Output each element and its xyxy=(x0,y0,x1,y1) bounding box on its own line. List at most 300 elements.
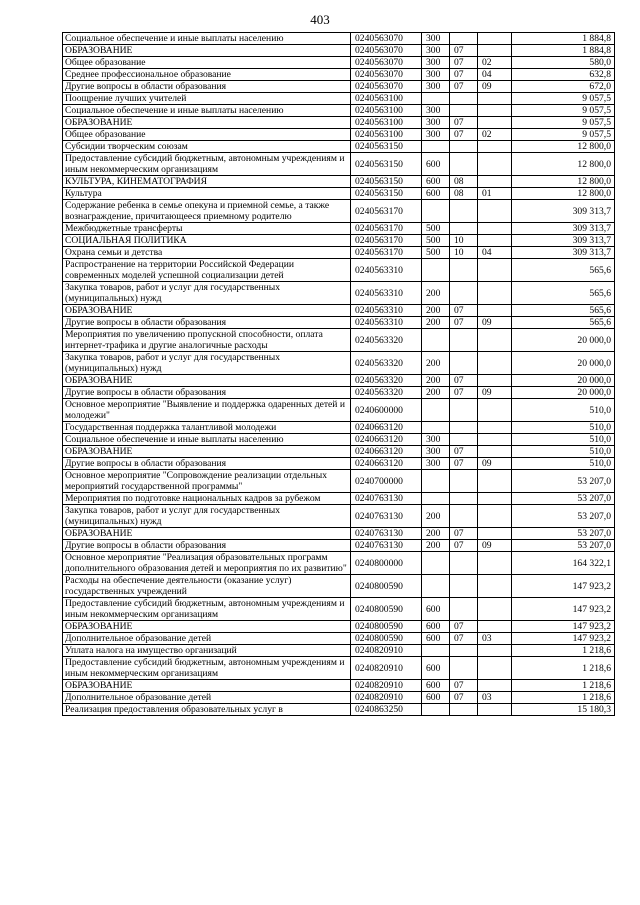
row-section: 07 xyxy=(450,305,478,317)
row-amount: 1 218,6 xyxy=(512,657,615,680)
row-expense-type: 200 xyxy=(422,317,450,329)
row-name: Мероприятия по подготовке национальных кадров за рубежом xyxy=(63,493,351,505)
row-subsection xyxy=(478,657,512,680)
row-section xyxy=(450,223,478,235)
table-row xyxy=(63,69,615,81)
row-subsection xyxy=(478,493,512,505)
row-section: 07 xyxy=(450,633,478,645)
row-name: Предоставление субсидий бюджетным, автономным учреждениям и иным некоммерческим организациям xyxy=(63,598,351,621)
row-amount: 9 057,5 xyxy=(512,93,615,105)
row-name: ОБРАЗОВАНИЕ xyxy=(63,528,351,540)
row-code: 0240820910 xyxy=(351,680,422,692)
table-row xyxy=(63,141,615,153)
row-expense-type: 300 xyxy=(422,45,450,57)
row-name: ОБРАЗОВАНИЕ xyxy=(63,375,351,387)
row-name: Другие вопросы в области образования xyxy=(63,317,351,329)
row-subsection xyxy=(478,235,512,247)
row-code: 0240663120 xyxy=(351,446,422,458)
row-amount: 580,0 xyxy=(512,57,615,69)
table-row xyxy=(63,247,615,259)
row-amount: 53 207,0 xyxy=(512,540,615,552)
row-subsection xyxy=(478,399,512,422)
row-name: Другие вопросы в области образования xyxy=(63,387,351,399)
row-expense-type xyxy=(422,399,450,422)
row-amount: 12 800,0 xyxy=(512,188,615,200)
table-row xyxy=(63,317,615,329)
table-row xyxy=(63,704,615,716)
row-code: 0240763130 xyxy=(351,528,422,540)
row-subsection xyxy=(478,33,512,45)
row-subsection xyxy=(478,434,512,446)
row-expense-type: 300 xyxy=(422,69,450,81)
row-name: Общее образование xyxy=(63,57,351,69)
row-amount: 12 800,0 xyxy=(512,176,615,188)
row-name: Общее образование xyxy=(63,129,351,141)
row-code: 0240563150 xyxy=(351,153,422,176)
row-expense-type xyxy=(422,93,450,105)
row-amount: 12 800,0 xyxy=(512,153,615,176)
row-subsection xyxy=(478,282,512,305)
row-subsection xyxy=(478,552,512,575)
row-section: 07 xyxy=(450,528,478,540)
row-code: 0240563150 xyxy=(351,176,422,188)
row-amount: 12 800,0 xyxy=(512,141,615,153)
row-name: СОЦИАЛЬНАЯ ПОЛИТИКА xyxy=(63,235,351,247)
table-row xyxy=(63,105,615,117)
row-amount: 1 884,8 xyxy=(512,33,615,45)
row-code: 0240763130 xyxy=(351,493,422,505)
table-row xyxy=(63,621,615,633)
row-amount: 9 057,5 xyxy=(512,117,615,129)
table-row xyxy=(63,528,615,540)
row-code: 0240563070 xyxy=(351,57,422,69)
row-subsection xyxy=(478,446,512,458)
row-subsection: 01 xyxy=(478,188,512,200)
row-amount: 309 313,7 xyxy=(512,200,615,223)
row-subsection xyxy=(478,645,512,657)
row-code: 0240563170 xyxy=(351,223,422,235)
row-section xyxy=(450,399,478,422)
row-section: 07 xyxy=(450,680,478,692)
row-section xyxy=(450,329,478,352)
row-name: Основное мероприятие "Реализация образовательных программ дополнительного образования детей и мероприятия по их развитию" xyxy=(63,552,351,575)
row-code: 0240563070 xyxy=(351,45,422,57)
table-row xyxy=(63,552,615,575)
row-name: Среднее профессиональное образование xyxy=(63,69,351,81)
row-amount: 15 180,3 xyxy=(512,704,615,716)
row-name: Закупка товаров, работ и услуг для государственных (муниципальных) нужд xyxy=(63,282,351,305)
row-expense-type xyxy=(422,200,450,223)
row-amount: 510,0 xyxy=(512,458,615,470)
row-code: 0240800590 xyxy=(351,598,422,621)
row-subsection: 09 xyxy=(478,387,512,399)
row-subsection xyxy=(478,200,512,223)
table-row xyxy=(63,680,615,692)
table-row xyxy=(63,645,615,657)
row-section xyxy=(450,575,478,598)
row-section: 10 xyxy=(450,247,478,259)
row-name: Социальное обеспечение и иные выплаты населению xyxy=(63,434,351,446)
row-amount: 53 207,0 xyxy=(512,505,615,528)
row-amount: 565,6 xyxy=(512,259,615,282)
row-expense-type: 200 xyxy=(422,540,450,552)
row-section xyxy=(450,141,478,153)
table-row xyxy=(63,470,615,493)
row-expense-type xyxy=(422,645,450,657)
row-section: 07 xyxy=(450,117,478,129)
table-row xyxy=(63,493,615,505)
row-code: 0240800590 xyxy=(351,621,422,633)
row-section xyxy=(450,645,478,657)
table-row xyxy=(63,329,615,352)
row-subsection xyxy=(478,470,512,493)
row-name: Содержание ребенка в семье опекуна и приемной семье, а также вознаграждение, причитающееся приемному родителю xyxy=(63,200,351,223)
row-amount: 147 923,2 xyxy=(512,575,615,598)
row-section xyxy=(450,470,478,493)
row-expense-type xyxy=(422,575,450,598)
row-subsection xyxy=(478,259,512,282)
row-amount: 9 057,5 xyxy=(512,105,615,117)
table-row xyxy=(63,200,615,223)
table-row xyxy=(63,305,615,317)
row-expense-type xyxy=(422,552,450,575)
row-expense-type: 300 xyxy=(422,434,450,446)
row-section xyxy=(450,259,478,282)
row-name: Распространение на территории Российской Федерации современных моделей успешной социализации детей xyxy=(63,259,351,282)
row-section xyxy=(450,105,478,117)
row-amount: 147 923,2 xyxy=(512,633,615,645)
row-code: 0240563150 xyxy=(351,188,422,200)
row-expense-type: 300 xyxy=(422,105,450,117)
table-row xyxy=(63,422,615,434)
row-code: 0240563320 xyxy=(351,387,422,399)
row-code: 0240820910 xyxy=(351,645,422,657)
row-subsection xyxy=(478,352,512,375)
row-section xyxy=(450,93,478,105)
row-code: 0240600000 xyxy=(351,399,422,422)
row-expense-type: 500 xyxy=(422,223,450,235)
row-section: 07 xyxy=(450,45,478,57)
row-name: Поощрение лучших учителей xyxy=(63,93,351,105)
row-expense-type: 300 xyxy=(422,117,450,129)
table-row xyxy=(63,45,615,57)
row-expense-type: 600 xyxy=(422,657,450,680)
table-row xyxy=(63,575,615,598)
row-subsection xyxy=(478,375,512,387)
row-section: 08 xyxy=(450,188,478,200)
table-row xyxy=(63,223,615,235)
row-section: 07 xyxy=(450,446,478,458)
table-row xyxy=(63,259,615,282)
row-section: 07 xyxy=(450,692,478,704)
table-row xyxy=(63,235,615,247)
row-code: 0240563170 xyxy=(351,247,422,259)
row-name: Социальное обеспечение и иные выплаты населению xyxy=(63,33,351,45)
row-section: 07 xyxy=(450,621,478,633)
table-row xyxy=(63,117,615,129)
row-name: ОБРАЗОВАНИЕ xyxy=(63,621,351,633)
row-code: 0240563070 xyxy=(351,81,422,93)
table-row xyxy=(63,458,615,470)
row-section: 07 xyxy=(450,129,478,141)
table-row xyxy=(63,692,615,704)
row-subsection xyxy=(478,621,512,633)
row-amount: 1 884,8 xyxy=(512,45,615,57)
row-code: 0240563310 xyxy=(351,282,422,305)
row-amount: 9 057,5 xyxy=(512,129,615,141)
table-row xyxy=(63,153,615,176)
row-amount: 53 207,0 xyxy=(512,470,615,493)
row-code: 0240820910 xyxy=(351,692,422,704)
row-name: Основное мероприятие "Выявление и поддержка одаренных детей и молодежи" xyxy=(63,399,351,422)
row-name: Другие вопросы в области образования xyxy=(63,540,351,552)
row-subsection xyxy=(478,528,512,540)
row-name: Дополнительное образование детей xyxy=(63,692,351,704)
row-expense-type: 300 xyxy=(422,129,450,141)
row-subsection: 02 xyxy=(478,129,512,141)
row-section: 07 xyxy=(450,81,478,93)
row-code: 0240863250 xyxy=(351,704,422,716)
table-row xyxy=(63,446,615,458)
row-code: 0240563070 xyxy=(351,33,422,45)
row-amount: 20 000,0 xyxy=(512,352,615,375)
row-subsection xyxy=(478,45,512,57)
row-expense-type: 500 xyxy=(422,235,450,247)
row-amount: 1 218,6 xyxy=(512,692,615,704)
row-amount: 565,6 xyxy=(512,305,615,317)
row-name: Охрана семьи и детства xyxy=(63,247,351,259)
row-amount: 565,6 xyxy=(512,282,615,305)
row-expense-type: 200 xyxy=(422,528,450,540)
row-name: Государственная поддержка талантливой молодежи xyxy=(63,422,351,434)
row-subsection: 09 xyxy=(478,458,512,470)
row-amount: 565,6 xyxy=(512,317,615,329)
table-row xyxy=(63,399,615,422)
row-subsection xyxy=(478,153,512,176)
row-code: 0240663120 xyxy=(351,422,422,434)
row-subsection xyxy=(478,505,512,528)
row-code: 0240800590 xyxy=(351,633,422,645)
row-name: Социальное обеспечение и иные выплаты населению xyxy=(63,105,351,117)
table-row xyxy=(63,657,615,680)
row-expense-type: 200 xyxy=(422,352,450,375)
table-row xyxy=(63,33,615,45)
row-expense-type xyxy=(422,493,450,505)
row-section xyxy=(450,505,478,528)
row-section: 07 xyxy=(450,317,478,329)
row-name: Закупка товаров, работ и услуг для государственных (муниципальных) нужд xyxy=(63,505,351,528)
row-subsection xyxy=(478,93,512,105)
row-code: 0240563100 xyxy=(351,129,422,141)
row-amount: 309 313,7 xyxy=(512,223,615,235)
row-amount: 510,0 xyxy=(512,446,615,458)
page-number: 403 xyxy=(310,12,330,27)
row-name: Субсидии творческим союзам xyxy=(63,141,351,153)
table-row xyxy=(63,434,615,446)
row-expense-type: 600 xyxy=(422,621,450,633)
row-section xyxy=(450,598,478,621)
row-section: 07 xyxy=(450,458,478,470)
row-code: 0240800590 xyxy=(351,575,422,598)
row-expense-type xyxy=(422,422,450,434)
table-row xyxy=(63,57,615,69)
row-section: 07 xyxy=(450,69,478,81)
row-subsection xyxy=(478,329,512,352)
row-code: 0240563100 xyxy=(351,93,422,105)
row-code: 0240563150 xyxy=(351,141,422,153)
row-code: 0240563310 xyxy=(351,259,422,282)
row-name: ОБРАЗОВАНИЕ xyxy=(63,446,351,458)
row-subsection xyxy=(478,422,512,434)
row-subsection: 09 xyxy=(478,540,512,552)
row-expense-type xyxy=(422,470,450,493)
row-section xyxy=(450,422,478,434)
row-subsection: 04 xyxy=(478,69,512,81)
row-code: 0240820910 xyxy=(351,657,422,680)
row-section xyxy=(450,434,478,446)
row-subsection: 02 xyxy=(478,57,512,69)
row-section xyxy=(450,704,478,716)
row-section: 07 xyxy=(450,375,478,387)
row-subsection xyxy=(478,680,512,692)
row-expense-type: 200 xyxy=(422,387,450,399)
row-expense-type: 500 xyxy=(422,247,450,259)
row-expense-type: 600 xyxy=(422,176,450,188)
row-amount: 510,0 xyxy=(512,434,615,446)
row-amount: 309 313,7 xyxy=(512,235,615,247)
row-expense-type: 600 xyxy=(422,598,450,621)
table-row xyxy=(63,387,615,399)
row-subsection xyxy=(478,305,512,317)
row-code: 0240563310 xyxy=(351,305,422,317)
row-subsection: 04 xyxy=(478,247,512,259)
table-row xyxy=(63,81,615,93)
row-expense-type: 600 xyxy=(422,680,450,692)
row-name: Дополнительное образование детей xyxy=(63,633,351,645)
row-code: 0240663120 xyxy=(351,434,422,446)
row-name: Предоставление субсидий бюджетным, автономным учреждениям и иным некоммерческим организациям xyxy=(63,153,351,176)
row-name: Реализация предоставления образовательных услуг в xyxy=(63,704,351,716)
row-name: Уплата налога на имущество организаций xyxy=(63,645,351,657)
row-name: Другие вопросы в области образования xyxy=(63,81,351,93)
row-section xyxy=(450,552,478,575)
row-amount: 164 322,1 xyxy=(512,552,615,575)
row-name: ОБРАЗОВАНИЕ xyxy=(63,45,351,57)
row-expense-type xyxy=(422,259,450,282)
table-row xyxy=(63,505,615,528)
table-row xyxy=(63,540,615,552)
row-name: Мероприятия по увеличению пропускной способности, оплата интернет-трафика и другие аналогичные расходы xyxy=(63,329,351,352)
row-code: 0240700000 xyxy=(351,470,422,493)
row-expense-type: 600 xyxy=(422,188,450,200)
row-code: 0240563320 xyxy=(351,329,422,352)
row-name: Основное мероприятие "Сопровождение реализации отдельных мероприятий государственной программы" xyxy=(63,470,351,493)
row-expense-type: 200 xyxy=(422,305,450,317)
row-expense-type xyxy=(422,329,450,352)
row-section xyxy=(450,352,478,375)
row-name: Предоставление субсидий бюджетным, автономным учреждениям и иным некоммерческим организациям xyxy=(63,657,351,680)
row-subsection xyxy=(478,704,512,716)
table-row xyxy=(63,352,615,375)
row-section xyxy=(450,33,478,45)
table-row xyxy=(63,93,615,105)
table-row xyxy=(63,375,615,387)
row-name: ОБРАЗОВАНИЕ xyxy=(63,305,351,317)
row-amount: 147 923,2 xyxy=(512,621,615,633)
row-section xyxy=(450,657,478,680)
row-subsection: 09 xyxy=(478,81,512,93)
row-code: 0240563100 xyxy=(351,117,422,129)
row-section xyxy=(450,153,478,176)
row-section xyxy=(450,200,478,223)
table-row xyxy=(63,633,615,645)
row-name: Другие вопросы в области образования xyxy=(63,458,351,470)
row-section: 07 xyxy=(450,387,478,399)
row-expense-type: 600 xyxy=(422,153,450,176)
row-code: 0240563320 xyxy=(351,375,422,387)
budget-table xyxy=(62,32,615,716)
row-subsection xyxy=(478,575,512,598)
row-code: 0240563170 xyxy=(351,200,422,223)
row-section xyxy=(450,282,478,305)
row-expense-type: 600 xyxy=(422,692,450,704)
row-expense-type: 200 xyxy=(422,505,450,528)
row-code: 0240563310 xyxy=(351,317,422,329)
row-amount: 672,0 xyxy=(512,81,615,93)
table-row xyxy=(63,129,615,141)
row-expense-type: 600 xyxy=(422,633,450,645)
row-expense-type: 300 xyxy=(422,446,450,458)
table-row xyxy=(63,176,615,188)
row-expense-type: 300 xyxy=(422,33,450,45)
row-name: Расходы на обеспечение деятельности (оказание услуг) государственных учреждений xyxy=(63,575,351,598)
row-amount: 53 207,0 xyxy=(512,528,615,540)
row-expense-type: 200 xyxy=(422,375,450,387)
row-amount: 510,0 xyxy=(512,399,615,422)
row-amount: 147 923,2 xyxy=(512,598,615,621)
table-row xyxy=(63,188,615,200)
row-name: Межбюджетные трансферты xyxy=(63,223,351,235)
row-code: 0240563070 xyxy=(351,69,422,81)
row-code: 0240563170 xyxy=(351,235,422,247)
row-name: Культура xyxy=(63,188,351,200)
row-amount: 309 313,7 xyxy=(512,247,615,259)
row-section: 08 xyxy=(450,176,478,188)
row-amount: 1 218,6 xyxy=(512,680,615,692)
row-subsection: 09 xyxy=(478,317,512,329)
row-code: 0240800000 xyxy=(351,552,422,575)
row-expense-type: 200 xyxy=(422,282,450,305)
row-subsection xyxy=(478,141,512,153)
row-amount: 510,0 xyxy=(512,422,615,434)
row-code: 0240663120 xyxy=(351,458,422,470)
row-code: 0240763130 xyxy=(351,505,422,528)
row-subsection: 03 xyxy=(478,692,512,704)
row-code: 0240563320 xyxy=(351,352,422,375)
row-subsection xyxy=(478,117,512,129)
row-section: 07 xyxy=(450,57,478,69)
row-name: ОБРАЗОВАНИЕ xyxy=(63,117,351,129)
row-amount: 20 000,0 xyxy=(512,387,615,399)
row-amount: 53 207,0 xyxy=(512,493,615,505)
row-subsection: 03 xyxy=(478,633,512,645)
budget-table-body xyxy=(63,33,615,716)
row-code: 0240763130 xyxy=(351,540,422,552)
row-section: 07 xyxy=(450,540,478,552)
row-subsection xyxy=(478,176,512,188)
row-expense-type: 300 xyxy=(422,458,450,470)
row-subsection xyxy=(478,598,512,621)
